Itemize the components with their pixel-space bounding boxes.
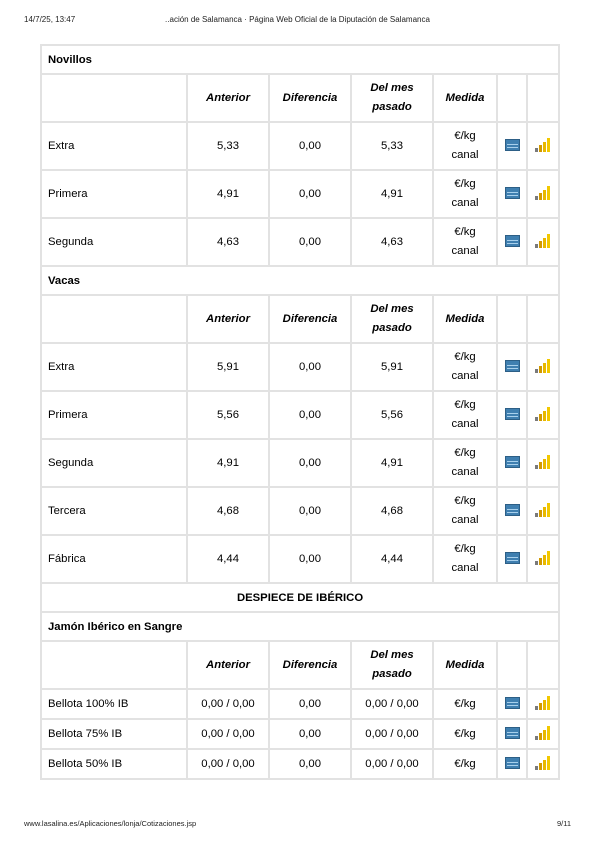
row-anterior: 4,91 — [188, 440, 270, 488]
table-row — [42, 171, 560, 219]
print-url: www.lasalina.es/Aplicaciones/lonja/Cotizaciones.jsp — [24, 819, 197, 828]
chart-icon-bar — [543, 190, 546, 200]
row-diferencia: 0,00 — [270, 536, 352, 584]
row-medida — [434, 488, 498, 536]
chart-icon-bar — [543, 700, 546, 710]
row-anterior: 0,00 / 0,00 — [188, 690, 270, 720]
unit-line2: canal — [451, 466, 479, 478]
chart-icon-bar — [547, 551, 550, 565]
chart-icon-bar — [535, 766, 538, 770]
chart-icon-bar — [543, 760, 546, 770]
chart-icon-bar — [539, 414, 542, 421]
row-diferencia: 0,00 — [270, 440, 352, 488]
row-anterior: 0,00 / 0,00 — [188, 750, 270, 780]
header-del-mes-pasado — [352, 642, 434, 690]
row-diferencia: 0,00 — [270, 392, 352, 440]
bar-chart-icon[interactable] — [535, 407, 551, 421]
row-diferencia: 0,00 — [270, 488, 352, 536]
row-anterior: 5,91 — [188, 344, 270, 392]
detail-cell[interactable] — [498, 219, 528, 267]
row-diferencia: 0,00 — [270, 219, 352, 267]
detail-cell[interactable] — [498, 750, 528, 780]
row-category: Bellota 100% IB — [42, 690, 188, 720]
row-anterior: 5,33 — [188, 123, 270, 171]
table-grid-icon[interactable] — [505, 552, 520, 564]
row-diferencia: 0,00 — [270, 123, 352, 171]
row-category: Primera — [42, 392, 188, 440]
row-anterior: 4,91 — [188, 171, 270, 219]
history-cell[interactable] — [528, 690, 560, 720]
row-medida — [434, 440, 498, 488]
header-diferencia: Diferencia — [270, 642, 352, 690]
row-anterior: 5,56 — [188, 392, 270, 440]
unit-line1: €/kg — [454, 178, 476, 190]
history-cell[interactable] — [528, 720, 560, 750]
row-medida — [434, 392, 498, 440]
row-anterior: 4,44 — [188, 536, 270, 584]
bar-chart-icon[interactable] — [535, 756, 551, 770]
header-diferencia: Diferencia — [270, 296, 352, 344]
row-category: Primera — [42, 171, 188, 219]
row-del-mes-pasado: 5,56 — [352, 392, 434, 440]
table-row — [42, 690, 560, 720]
row-del-mes-pasado: 4,91 — [352, 440, 434, 488]
row-del-mes-pasado: 4,44 — [352, 536, 434, 584]
chart-icon-bar — [539, 241, 542, 248]
bar-chart-icon[interactable] — [535, 726, 551, 740]
row-del-mes-pasado: 4,91 — [352, 171, 434, 219]
section-jamon-iberico — [42, 613, 560, 642]
chart-icon-bar — [543, 363, 546, 373]
chart-icon-bar — [543, 555, 546, 565]
chart-icon-bar — [539, 558, 542, 565]
detail-cell[interactable] — [498, 720, 528, 750]
history-cell[interactable] — [528, 392, 560, 440]
table-row — [42, 344, 560, 392]
row-del-mes-pasado: 0,00 / 0,00 — [352, 690, 434, 720]
header-del-mes-line2: pasado — [372, 668, 412, 680]
chart-icon-bar — [547, 726, 550, 740]
history-cell[interactable] — [528, 488, 560, 536]
novillos-column-headers — [42, 75, 560, 123]
header-blank — [42, 75, 188, 123]
table-grid-icon[interactable] — [505, 187, 520, 199]
row-category: Extra — [42, 123, 188, 171]
table-row — [42, 219, 560, 267]
bar-chart-icon[interactable] — [535, 138, 551, 152]
table-grid-icon[interactable] — [505, 360, 520, 372]
bar-chart-icon[interactable] — [535, 551, 551, 565]
unit-line1: €/kg — [454, 351, 476, 363]
row-category: Tercera — [42, 488, 188, 536]
header-del-mes-line2: pasado — [372, 101, 412, 113]
row-medida — [434, 750, 498, 780]
header-blank — [498, 296, 528, 344]
table-row — [42, 440, 560, 488]
chart-icon-bar — [539, 703, 542, 710]
chart-icon-bar — [547, 138, 550, 152]
chart-icon-bar — [547, 359, 550, 373]
unit-line2: canal — [451, 149, 479, 161]
row-medida — [434, 536, 498, 584]
chart-icon-bar — [535, 369, 538, 373]
unit-label: €/kg — [454, 727, 476, 740]
chart-icon-bar — [535, 513, 538, 517]
detail-cell[interactable] — [498, 690, 528, 720]
table-row — [42, 536, 560, 584]
row-anterior: 4,68 — [188, 488, 270, 536]
detail-cell[interactable] — [498, 536, 528, 584]
chart-icon-bar — [543, 459, 546, 469]
detail-cell[interactable] — [498, 171, 528, 219]
unit-line2: canal — [451, 370, 479, 382]
chart-icon-bar — [539, 145, 542, 152]
chart-icon-bar — [547, 186, 550, 200]
chart-icon-bar — [547, 407, 550, 421]
row-diferencia: 0,00 — [270, 720, 352, 750]
bar-chart-icon[interactable] — [535, 696, 551, 710]
row-anterior: 4,63 — [188, 219, 270, 267]
section-novillos-label: Novillos — [42, 46, 560, 75]
unit-line2: canal — [451, 514, 479, 526]
row-category: Bellota 50% IB — [42, 750, 188, 780]
unit-line1: €/kg — [454, 130, 476, 142]
table-grid-icon[interactable] — [505, 139, 520, 151]
table-grid-icon[interactable] — [505, 757, 520, 769]
table-row — [42, 392, 560, 440]
header-del-mes-line2: pasado — [372, 322, 412, 334]
table-grid-icon[interactable] — [505, 456, 520, 468]
section-despiece-iberico-label: DESPIECE DE IBÉRICO — [42, 584, 560, 613]
table-row — [42, 123, 560, 171]
table-row — [42, 750, 560, 780]
header-diferencia: Diferencia — [270, 75, 352, 123]
chart-icon-bar — [543, 507, 546, 517]
detail-cell[interactable] — [498, 123, 528, 171]
chart-icon-bar — [535, 196, 538, 200]
header-blank — [498, 642, 528, 690]
section-despiece-iberico — [42, 584, 560, 613]
unit-line1: €/kg — [454, 543, 476, 555]
row-diferencia: 0,00 — [270, 344, 352, 392]
table-row — [42, 720, 560, 750]
history-cell[interactable] — [528, 536, 560, 584]
print-date: 14/7/25, 13:47 — [24, 15, 76, 24]
history-cell[interactable] — [528, 219, 560, 267]
header-blank — [528, 642, 560, 690]
header-anterior: Anterior — [188, 75, 270, 123]
row-del-mes-pasado: 5,91 — [352, 344, 434, 392]
chart-icon-bar — [543, 238, 546, 248]
header-del-mes-line1: Del mes — [370, 303, 414, 315]
chart-icon-bar — [535, 736, 538, 740]
chart-icon-bar — [543, 142, 546, 152]
header-medida: Medida — [434, 642, 498, 690]
row-category: Fábrica — [42, 536, 188, 584]
bar-chart-icon[interactable] — [535, 186, 551, 200]
row-diferencia: 0,00 — [270, 750, 352, 780]
unit-line2: canal — [451, 418, 479, 430]
chart-icon-bar — [547, 696, 550, 710]
history-cell[interactable] — [528, 344, 560, 392]
chart-icon-bar — [539, 510, 542, 517]
row-medida — [434, 720, 498, 750]
row-del-mes-pasado: 0,00 / 0,00 — [352, 720, 434, 750]
row-category: Segunda — [42, 219, 188, 267]
table-grid-icon[interactable] — [505, 408, 520, 420]
header-blank — [42, 642, 188, 690]
detail-cell[interactable] — [498, 392, 528, 440]
history-cell[interactable] — [528, 440, 560, 488]
price-quotes-table — [40, 44, 560, 780]
row-medida — [434, 123, 498, 171]
section-vacas — [42, 267, 560, 296]
header-del-mes-pasado — [352, 75, 434, 123]
unit-line1: €/kg — [454, 399, 476, 411]
section-vacas-label: Vacas — [42, 267, 560, 296]
header-blank — [528, 296, 560, 344]
bar-chart-icon[interactable] — [535, 503, 551, 517]
row-category: Bellota 75% IB — [42, 720, 188, 750]
unit-label: €/kg — [454, 757, 476, 770]
row-medida — [434, 690, 498, 720]
header-del-mes-pasado — [352, 296, 434, 344]
chart-icon-bar — [539, 763, 542, 770]
chart-icon-bar — [535, 244, 538, 248]
print-page-title: ..ación de Salamanca · Página Web Oficial de la Diputación de Salamanca — [165, 15, 430, 24]
header-blank — [498, 75, 528, 123]
header-blank — [42, 296, 188, 344]
chart-icon-bar — [535, 706, 538, 710]
row-del-mes-pasado: 0,00 / 0,00 — [352, 750, 434, 780]
row-diferencia: 0,00 — [270, 690, 352, 720]
table-grid-icon[interactable] — [505, 727, 520, 739]
unit-line1: €/kg — [454, 226, 476, 238]
bar-chart-icon[interactable] — [535, 234, 551, 248]
chart-icon-bar — [535, 148, 538, 152]
header-del-mes-line1: Del mes — [370, 82, 414, 94]
chart-icon-bar — [547, 234, 550, 248]
row-medida — [434, 171, 498, 219]
unit-line1: €/kg — [454, 495, 476, 507]
chart-icon-bar — [547, 455, 550, 469]
table-grid-icon[interactable] — [505, 235, 520, 247]
table-grid-icon[interactable] — [505, 504, 520, 516]
section-jamon-iberico-label: Jamón Ibérico en Sangre — [42, 613, 560, 642]
header-anterior: Anterior — [188, 642, 270, 690]
detail-cell[interactable] — [498, 344, 528, 392]
chart-icon-bar — [535, 417, 538, 421]
unit-line1: €/kg — [454, 447, 476, 459]
row-anterior: 0,00 / 0,00 — [188, 720, 270, 750]
chart-icon-bar — [539, 733, 542, 740]
bar-chart-icon[interactable] — [535, 359, 551, 373]
chart-icon-bar — [535, 561, 538, 565]
chart-icon-bar — [543, 411, 546, 421]
header-del-mes-line1: Del mes — [370, 649, 414, 661]
chart-icon-bar — [547, 503, 550, 517]
unit-line2: canal — [451, 197, 479, 209]
row-category: Segunda — [42, 440, 188, 488]
row-diferencia: 0,00 — [270, 171, 352, 219]
chart-icon-bar — [539, 366, 542, 373]
chart-icon-bar — [539, 462, 542, 469]
header-medida: Medida — [434, 75, 498, 123]
history-cell[interactable] — [528, 171, 560, 219]
chart-icon-bar — [543, 730, 546, 740]
unit-label: €/kg — [454, 697, 476, 710]
history-cell[interactable] — [528, 750, 560, 780]
print-page-number: 9/11 — [556, 819, 571, 828]
header-anterior: Anterior — [188, 296, 270, 344]
vacas-column-headers — [42, 296, 560, 344]
chart-icon-bar — [535, 465, 538, 469]
history-cell[interactable] — [528, 123, 560, 171]
row-del-mes-pasado: 4,68 — [352, 488, 434, 536]
table-grid-icon[interactable] — [505, 697, 520, 709]
bar-chart-icon[interactable] — [535, 455, 551, 469]
header-medida: Medida — [434, 296, 498, 344]
despiece-column-headers — [42, 642, 560, 690]
table-row — [42, 488, 560, 536]
row-del-mes-pasado: 4,63 — [352, 219, 434, 267]
row-category: Extra — [42, 344, 188, 392]
chart-icon-bar — [539, 193, 542, 200]
unit-line2: canal — [451, 245, 479, 257]
row-del-mes-pasado: 5,33 — [352, 123, 434, 171]
detail-cell[interactable] — [498, 440, 528, 488]
detail-cell[interactable] — [498, 488, 528, 536]
chart-icon-bar — [547, 756, 550, 770]
unit-line2: canal — [451, 562, 479, 574]
row-medida — [434, 344, 498, 392]
section-novillos — [42, 46, 560, 75]
header-blank — [528, 75, 560, 123]
row-medida — [434, 219, 498, 267]
